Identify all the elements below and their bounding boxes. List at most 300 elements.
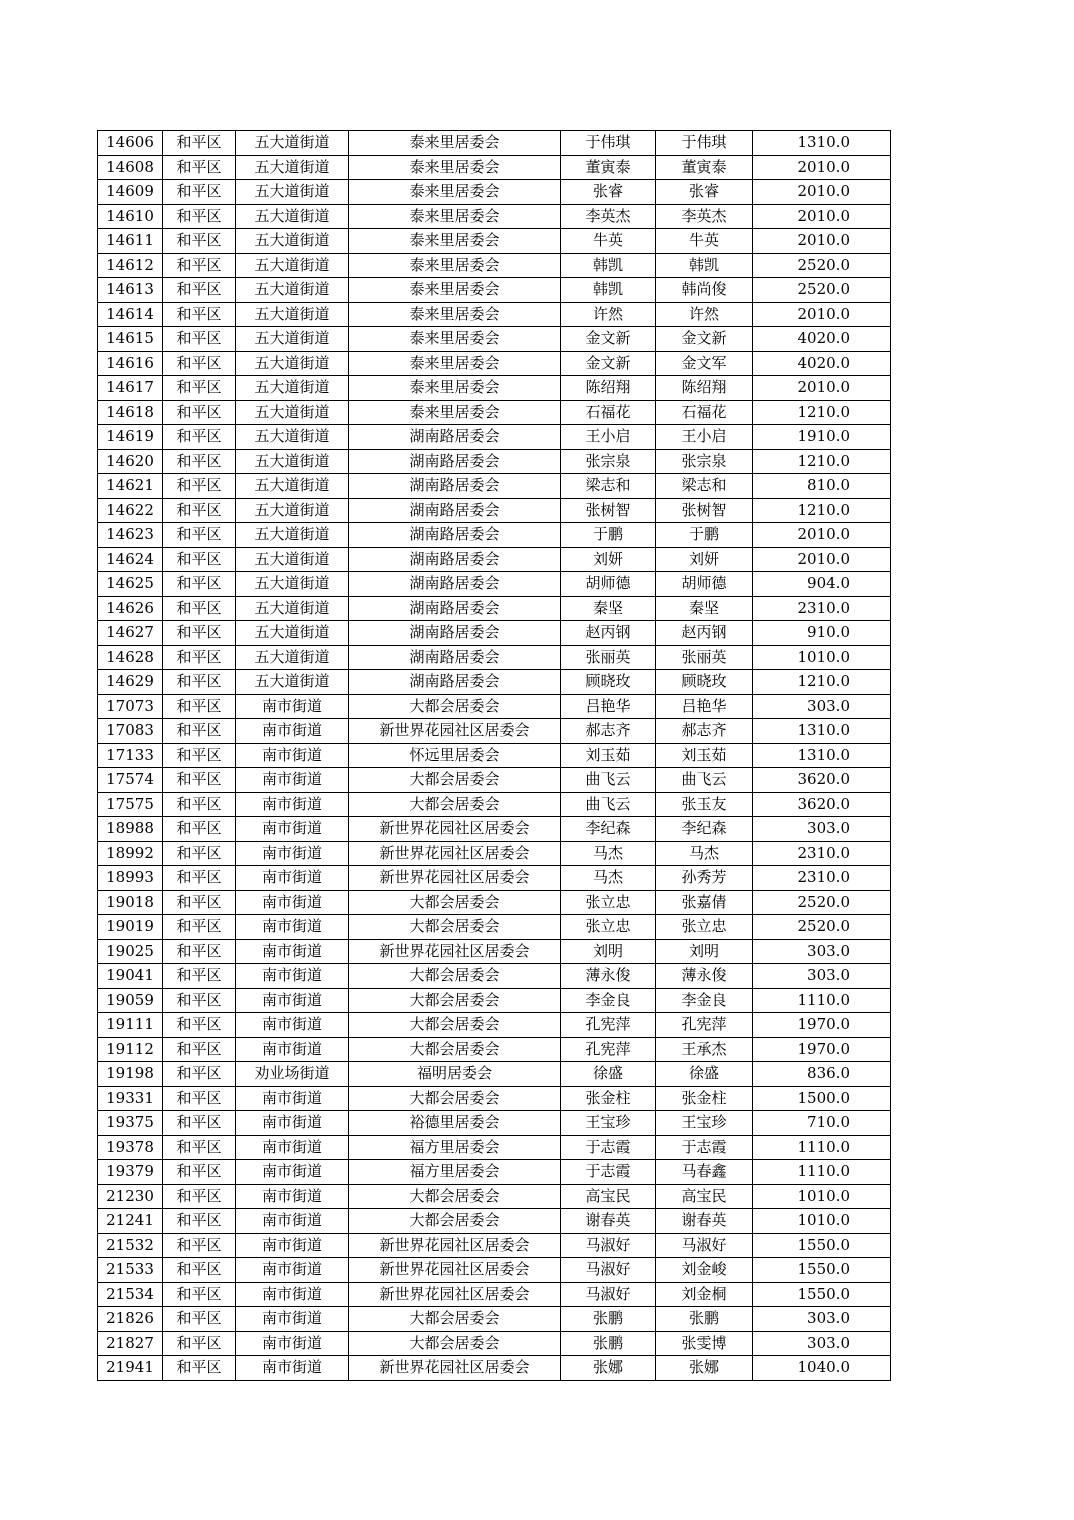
applicant-cell: 谢春英 <box>561 1209 656 1234</box>
committee-cell: 湖南路居委会 <box>349 596 561 621</box>
record-id-cell: 21241 <box>98 1209 163 1234</box>
committee-cell: 泰来里居委会 <box>349 180 561 205</box>
amount-cell: 2520.0 <box>753 278 891 303</box>
table-row <box>98 180 891 205</box>
table-row <box>98 400 891 425</box>
applicant-cell: 张丽英 <box>561 645 656 670</box>
district-cell: 和平区 <box>163 229 236 254</box>
district-cell: 和平区 <box>163 204 236 229</box>
table-row <box>98 1282 891 1307</box>
table-row <box>98 498 891 523</box>
amount-cell: 1550.0 <box>753 1282 891 1307</box>
street-cell: 劝业场街道 <box>236 1062 349 1087</box>
district-cell: 和平区 <box>163 694 236 719</box>
member-cell: 于鹏 <box>656 523 753 548</box>
table-row <box>98 351 891 376</box>
table-row <box>98 719 891 744</box>
street-cell: 五大道街道 <box>236 498 349 523</box>
applicant-cell: 张睿 <box>561 180 656 205</box>
member-cell: 张立忠 <box>656 915 753 940</box>
district-cell: 和平区 <box>163 792 236 817</box>
applicant-cell: 赵丙钢 <box>561 621 656 646</box>
applicant-cell: 秦坚 <box>561 596 656 621</box>
street-cell: 南市街道 <box>236 1307 349 1332</box>
street-cell: 南市街道 <box>236 1282 349 1307</box>
district-cell: 和平区 <box>163 915 236 940</box>
applicant-cell: 李纪森 <box>561 817 656 842</box>
record-id-cell: 19111 <box>98 1013 163 1038</box>
committee-cell: 湖南路居委会 <box>349 572 561 597</box>
amount-cell: 1010.0 <box>753 1209 891 1234</box>
table-row <box>98 1086 891 1111</box>
committee-cell: 新世界花园社区居委会 <box>349 1258 561 1283</box>
district-cell: 和平区 <box>163 547 236 572</box>
district-cell: 和平区 <box>163 253 236 278</box>
district-cell: 和平区 <box>163 376 236 401</box>
committee-cell: 大都会居委会 <box>349 964 561 989</box>
committee-cell: 湖南路居委会 <box>349 474 561 499</box>
committee-cell: 大都会居委会 <box>349 890 561 915</box>
street-cell: 五大道街道 <box>236 547 349 572</box>
applicant-cell: 薄永俊 <box>561 964 656 989</box>
table-row <box>98 964 891 989</box>
district-cell: 和平区 <box>163 1209 236 1234</box>
record-id-cell: 17083 <box>98 719 163 744</box>
applicant-cell: 马杰 <box>561 841 656 866</box>
amount-cell: 303.0 <box>753 817 891 842</box>
district-cell: 和平区 <box>163 596 236 621</box>
committee-cell: 湖南路居委会 <box>349 547 561 572</box>
committee-cell: 怀远里居委会 <box>349 743 561 768</box>
member-cell: 牛英 <box>656 229 753 254</box>
table-row <box>98 768 891 793</box>
street-cell: 五大道街道 <box>236 425 349 450</box>
table-row <box>98 596 891 621</box>
amount-cell: 2520.0 <box>753 915 891 940</box>
amount-cell: 1500.0 <box>753 1086 891 1111</box>
record-id-cell: 19025 <box>98 939 163 964</box>
applicant-cell: 孔宪萍 <box>561 1013 656 1038</box>
record-id-cell: 21941 <box>98 1356 163 1381</box>
member-cell: 刘金峻 <box>656 1258 753 1283</box>
committee-cell: 大都会居委会 <box>349 988 561 1013</box>
street-cell: 南市街道 <box>236 1013 349 1038</box>
table-row <box>98 890 891 915</box>
member-cell: 顾晓玫 <box>656 670 753 695</box>
amount-cell: 303.0 <box>753 939 891 964</box>
table-row <box>98 1160 891 1185</box>
committee-cell: 新世界花园社区居委会 <box>349 939 561 964</box>
district-cell: 和平区 <box>163 449 236 474</box>
record-id-cell: 14623 <box>98 523 163 548</box>
amount-cell: 2310.0 <box>753 841 891 866</box>
district-cell: 和平区 <box>163 155 236 180</box>
street-cell: 五大道街道 <box>236 670 349 695</box>
record-id-cell: 21827 <box>98 1331 163 1356</box>
applicant-cell: 张鹏 <box>561 1307 656 1332</box>
committee-cell: 福方里居委会 <box>349 1160 561 1185</box>
amount-cell: 1310.0 <box>753 719 891 744</box>
applicant-cell: 于志霞 <box>561 1160 656 1185</box>
district-cell: 和平区 <box>163 645 236 670</box>
amount-cell: 4020.0 <box>753 327 891 352</box>
street-cell: 南市街道 <box>236 939 349 964</box>
member-cell: 金文军 <box>656 351 753 376</box>
record-id-cell: 14610 <box>98 204 163 229</box>
district-cell: 和平区 <box>163 180 236 205</box>
member-cell: 刘妍 <box>656 547 753 572</box>
applicant-cell: 韩凯 <box>561 278 656 303</box>
street-cell: 南市街道 <box>236 1233 349 1258</box>
record-id-cell: 21533 <box>98 1258 163 1283</box>
applicant-cell: 石福花 <box>561 400 656 425</box>
district-cell: 和平区 <box>163 841 236 866</box>
table-row <box>98 866 891 891</box>
district-cell: 和平区 <box>163 327 236 352</box>
member-cell: 赵丙钢 <box>656 621 753 646</box>
street-cell: 五大道街道 <box>236 621 349 646</box>
member-cell: 马杰 <box>656 841 753 866</box>
street-cell: 五大道街道 <box>236 351 349 376</box>
amount-cell: 1110.0 <box>753 1160 891 1185</box>
street-cell: 五大道街道 <box>236 180 349 205</box>
amount-cell: 1210.0 <box>753 498 891 523</box>
applicant-cell: 孔宪萍 <box>561 1037 656 1062</box>
committee-cell: 湖南路居委会 <box>349 425 561 450</box>
applicant-cell: 吕艳华 <box>561 694 656 719</box>
member-cell: 刘明 <box>656 939 753 964</box>
street-cell: 南市街道 <box>236 1331 349 1356</box>
street-cell: 五大道街道 <box>236 253 349 278</box>
table-row <box>98 229 891 254</box>
record-id-cell: 17133 <box>98 743 163 768</box>
committee-cell: 泰来里居委会 <box>349 278 561 303</box>
record-id-cell: 14619 <box>98 425 163 450</box>
committee-cell: 新世界花园社区居委会 <box>349 1356 561 1381</box>
amount-cell: 2520.0 <box>753 890 891 915</box>
amount-cell: 2010.0 <box>753 302 891 327</box>
street-cell: 南市街道 <box>236 719 349 744</box>
street-cell: 五大道街道 <box>236 523 349 548</box>
record-id-cell: 19059 <box>98 988 163 1013</box>
table-row <box>98 645 891 670</box>
committee-cell: 湖南路居委会 <box>349 645 561 670</box>
amount-cell: 1210.0 <box>753 670 891 695</box>
table-row <box>98 915 891 940</box>
member-cell: 许然 <box>656 302 753 327</box>
table-row <box>98 1356 891 1381</box>
applicant-cell: 张金柱 <box>561 1086 656 1111</box>
applicant-cell: 王宝珍 <box>561 1111 656 1136</box>
committee-cell: 泰来里居委会 <box>349 302 561 327</box>
amount-cell: 1040.0 <box>753 1356 891 1381</box>
committee-cell: 湖南路居委会 <box>349 621 561 646</box>
amount-cell: 2010.0 <box>753 547 891 572</box>
committee-cell: 新世界花园社区居委会 <box>349 1282 561 1307</box>
street-cell: 五大道街道 <box>236 572 349 597</box>
committee-cell: 大都会居委会 <box>349 1013 561 1038</box>
table-row <box>98 523 891 548</box>
record-id-cell: 21826 <box>98 1307 163 1332</box>
record-id-cell: 14620 <box>98 449 163 474</box>
district-cell: 和平区 <box>163 400 236 425</box>
table-row <box>98 1307 891 1332</box>
table-row <box>98 425 891 450</box>
applicant-cell: 陈绍翔 <box>561 376 656 401</box>
table-row <box>98 376 891 401</box>
street-cell: 南市街道 <box>236 890 349 915</box>
amount-cell: 2010.0 <box>753 180 891 205</box>
record-id-cell: 19112 <box>98 1037 163 1062</box>
street-cell: 南市街道 <box>236 1184 349 1209</box>
applicant-cell: 高宝民 <box>561 1184 656 1209</box>
amount-cell: 2010.0 <box>753 376 891 401</box>
table-row <box>98 939 891 964</box>
amount-cell: 2010.0 <box>753 523 891 548</box>
amount-cell: 303.0 <box>753 1331 891 1356</box>
table-row <box>98 743 891 768</box>
committee-cell: 裕德里居委会 <box>349 1111 561 1136</box>
member-cell: 曲飞云 <box>656 768 753 793</box>
applicant-cell: 张立忠 <box>561 890 656 915</box>
street-cell: 五大道街道 <box>236 596 349 621</box>
record-id-cell: 14622 <box>98 498 163 523</box>
record-id-cell: 14627 <box>98 621 163 646</box>
applicant-cell: 张宗泉 <box>561 449 656 474</box>
member-cell: 马淑好 <box>656 1233 753 1258</box>
committee-cell: 泰来里居委会 <box>349 155 561 180</box>
committee-cell: 大都会居委会 <box>349 1086 561 1111</box>
member-cell: 王承杰 <box>656 1037 753 1062</box>
amount-cell: 4020.0 <box>753 351 891 376</box>
amount-cell: 1010.0 <box>753 1184 891 1209</box>
record-id-cell: 14624 <box>98 547 163 572</box>
member-cell: 张宗泉 <box>656 449 753 474</box>
member-cell: 刘玉茹 <box>656 743 753 768</box>
committee-cell: 新世界花园社区居委会 <box>349 719 561 744</box>
applicant-cell: 马淑好 <box>561 1258 656 1283</box>
member-cell: 韩尚俊 <box>656 278 753 303</box>
member-cell: 张金柱 <box>656 1086 753 1111</box>
street-cell: 南市街道 <box>236 1135 349 1160</box>
committee-cell: 泰来里居委会 <box>349 253 561 278</box>
record-id-cell: 17575 <box>98 792 163 817</box>
street-cell: 南市街道 <box>236 915 349 940</box>
record-id-cell: 14625 <box>98 572 163 597</box>
member-cell: 石福花 <box>656 400 753 425</box>
applicant-cell: 韩凯 <box>561 253 656 278</box>
committee-cell: 大都会居委会 <box>349 1037 561 1062</box>
committee-cell: 泰来里居委会 <box>349 351 561 376</box>
district-cell: 和平区 <box>163 278 236 303</box>
street-cell: 南市街道 <box>236 1037 349 1062</box>
applicant-cell: 马淑好 <box>561 1282 656 1307</box>
street-cell: 五大道街道 <box>236 229 349 254</box>
table-row <box>98 131 891 156</box>
district-cell: 和平区 <box>163 131 236 156</box>
member-cell: 王宝珍 <box>656 1111 753 1136</box>
street-cell: 南市街道 <box>236 1209 349 1234</box>
amount-cell: 2010.0 <box>753 155 891 180</box>
record-id-cell: 14617 <box>98 376 163 401</box>
committee-cell: 湖南路居委会 <box>349 498 561 523</box>
applicant-cell: 于志霞 <box>561 1135 656 1160</box>
amount-cell: 1310.0 <box>753 131 891 156</box>
record-id-cell: 14626 <box>98 596 163 621</box>
applicant-cell: 曲飞云 <box>561 768 656 793</box>
street-cell: 南市街道 <box>236 792 349 817</box>
street-cell: 南市街道 <box>236 1356 349 1381</box>
street-cell: 五大道街道 <box>236 645 349 670</box>
district-cell: 和平区 <box>163 1331 236 1356</box>
committee-cell: 泰来里居委会 <box>349 400 561 425</box>
table-row <box>98 278 891 303</box>
committee-cell: 泰来里居委会 <box>349 204 561 229</box>
amount-cell: 303.0 <box>753 1307 891 1332</box>
record-id-cell: 14628 <box>98 645 163 670</box>
amount-cell: 1110.0 <box>753 988 891 1013</box>
amount-cell: 303.0 <box>753 964 891 989</box>
amount-cell: 1110.0 <box>753 1135 891 1160</box>
street-cell: 南市街道 <box>236 768 349 793</box>
street-cell: 南市街道 <box>236 1111 349 1136</box>
member-cell: 韩凯 <box>656 253 753 278</box>
applicant-cell: 王小启 <box>561 425 656 450</box>
member-cell: 金文新 <box>656 327 753 352</box>
record-id-cell: 18988 <box>98 817 163 842</box>
district-cell: 和平区 <box>163 719 236 744</box>
applicant-cell: 梁志和 <box>561 474 656 499</box>
table-row <box>98 1233 891 1258</box>
amount-cell: 1910.0 <box>753 425 891 450</box>
table-row <box>98 449 891 474</box>
member-cell: 于志霞 <box>656 1135 753 1160</box>
district-cell: 和平区 <box>163 351 236 376</box>
amount-cell: 2010.0 <box>753 229 891 254</box>
record-id-cell: 19331 <box>98 1086 163 1111</box>
district-cell: 和平区 <box>163 302 236 327</box>
committee-cell: 大都会居委会 <box>349 1184 561 1209</box>
committee-cell: 泰来里居委会 <box>349 131 561 156</box>
street-cell: 五大道街道 <box>236 131 349 156</box>
committee-cell: 泰来里居委会 <box>349 229 561 254</box>
amount-cell: 810.0 <box>753 474 891 499</box>
applicant-cell: 牛英 <box>561 229 656 254</box>
applicant-cell: 董寅泰 <box>561 155 656 180</box>
amount-cell: 910.0 <box>753 621 891 646</box>
table-row <box>98 1258 891 1283</box>
record-id-cell: 14606 <box>98 131 163 156</box>
member-cell: 陈绍翔 <box>656 376 753 401</box>
record-id-cell: 14615 <box>98 327 163 352</box>
district-cell: 和平区 <box>163 498 236 523</box>
table-row <box>98 1037 891 1062</box>
district-cell: 和平区 <box>163 1037 236 1062</box>
applicant-cell: 曲飞云 <box>561 792 656 817</box>
committee-cell: 泰来里居委会 <box>349 376 561 401</box>
table-row <box>98 302 891 327</box>
district-cell: 和平区 <box>163 1282 236 1307</box>
district-cell: 和平区 <box>163 1184 236 1209</box>
amount-cell: 1210.0 <box>753 400 891 425</box>
member-cell: 徐盛 <box>656 1062 753 1087</box>
table-row <box>98 1135 891 1160</box>
amount-cell: 1210.0 <box>753 449 891 474</box>
record-id-cell: 14608 <box>98 155 163 180</box>
applicant-cell: 金文新 <box>561 327 656 352</box>
district-cell: 和平区 <box>163 621 236 646</box>
member-cell: 马春鑫 <box>656 1160 753 1185</box>
record-id-cell: 19019 <box>98 915 163 940</box>
applicant-cell: 顾晓玫 <box>561 670 656 695</box>
applicant-cell: 于伟琪 <box>561 131 656 156</box>
street-cell: 五大道街道 <box>236 474 349 499</box>
applicant-cell: 刘明 <box>561 939 656 964</box>
amount-cell: 1970.0 <box>753 1013 891 1038</box>
applicant-cell: 金文新 <box>561 351 656 376</box>
street-cell: 五大道街道 <box>236 155 349 180</box>
record-id-cell: 19041 <box>98 964 163 989</box>
member-cell: 张丽英 <box>656 645 753 670</box>
street-cell: 南市街道 <box>236 1160 349 1185</box>
applicant-cell: 李英杰 <box>561 204 656 229</box>
applicant-cell: 张鹏 <box>561 1331 656 1356</box>
member-cell: 张玉友 <box>656 792 753 817</box>
member-cell: 李金良 <box>656 988 753 1013</box>
committee-cell: 泰来里居委会 <box>349 327 561 352</box>
committee-cell: 湖南路居委会 <box>349 449 561 474</box>
street-cell: 南市街道 <box>236 1258 349 1283</box>
street-cell: 南市街道 <box>236 866 349 891</box>
applicant-cell: 刘玉茹 <box>561 743 656 768</box>
amount-cell: 2310.0 <box>753 596 891 621</box>
member-cell: 胡师德 <box>656 572 753 597</box>
member-cell: 李英杰 <box>656 204 753 229</box>
record-id-cell: 14629 <box>98 670 163 695</box>
street-cell: 南市街道 <box>236 694 349 719</box>
table-row <box>98 1209 891 1234</box>
record-id-cell: 14613 <box>98 278 163 303</box>
committee-cell: 新世界花园社区居委会 <box>349 1233 561 1258</box>
table-row <box>98 204 891 229</box>
record-id-cell: 19375 <box>98 1111 163 1136</box>
district-cell: 和平区 <box>163 743 236 768</box>
amount-cell: 2310.0 <box>753 866 891 891</box>
table-row <box>98 1013 891 1038</box>
applicant-cell: 张娜 <box>561 1356 656 1381</box>
table-row <box>98 792 891 817</box>
street-cell: 五大道街道 <box>236 204 349 229</box>
record-id-cell: 19378 <box>98 1135 163 1160</box>
record-id-cell: 17574 <box>98 768 163 793</box>
applicant-cell: 于鹏 <box>561 523 656 548</box>
record-id-cell: 14618 <box>98 400 163 425</box>
member-cell: 于伟琪 <box>656 131 753 156</box>
table-row <box>98 572 891 597</box>
district-cell: 和平区 <box>163 964 236 989</box>
applicant-cell: 李金良 <box>561 988 656 1013</box>
amount-cell: 303.0 <box>753 694 891 719</box>
member-cell: 薄永俊 <box>656 964 753 989</box>
table-row <box>98 621 891 646</box>
street-cell: 南市街道 <box>236 841 349 866</box>
member-cell: 郝志齐 <box>656 719 753 744</box>
member-cell: 刘金桐 <box>656 1282 753 1307</box>
record-id-cell: 17073 <box>98 694 163 719</box>
record-id-cell: 21532 <box>98 1233 163 1258</box>
street-cell: 南市街道 <box>236 964 349 989</box>
committee-cell: 大都会居委会 <box>349 1307 561 1332</box>
